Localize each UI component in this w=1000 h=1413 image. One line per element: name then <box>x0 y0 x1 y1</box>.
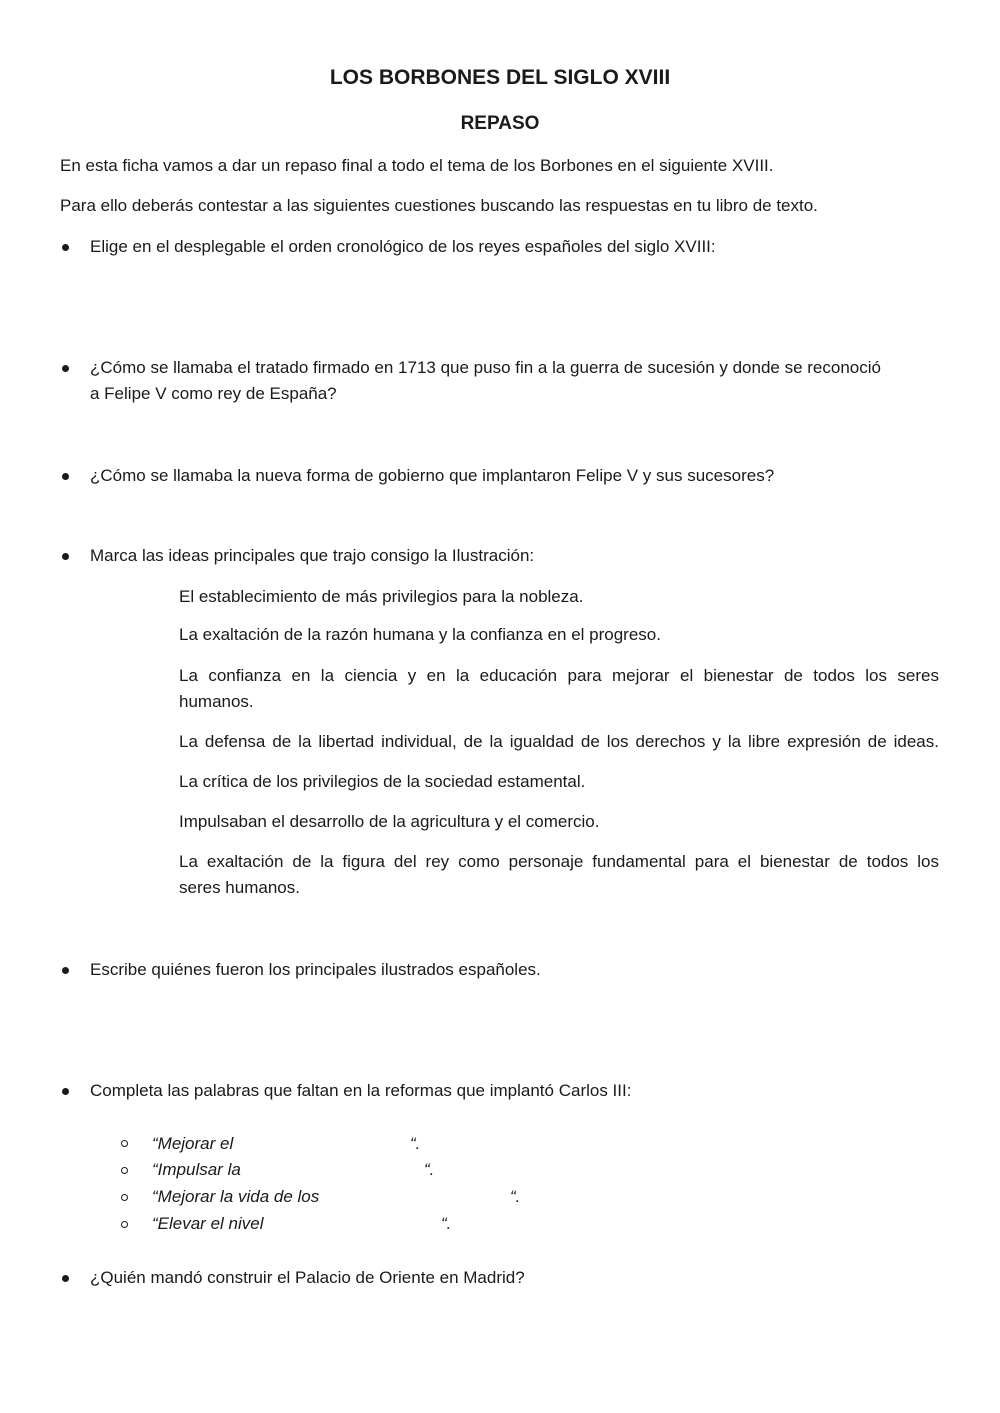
government-answer-field[interactable] <box>90 494 930 534</box>
idea-option-3-line-2[interactable]: humanos. <box>179 692 254 711</box>
bullet-icon <box>62 553 69 560</box>
intro-paragraph-1: En esta ficha vamos a dar un repaso final a todo el tema de los Borbones en el siguiente XVIII. <box>60 156 774 175</box>
reform-2-close: “. <box>424 1160 435 1179</box>
reform-3-blank[interactable] <box>340 1185 505 1209</box>
reform-4-blank[interactable] <box>275 1212 435 1236</box>
reform-2-text: “Impulsar la <box>152 1160 241 1179</box>
idea-option-5[interactable]: La crítica de los privilegios de la sociedad estamental. <box>179 772 586 791</box>
reform-1-close: “. <box>410 1134 421 1153</box>
bullet-icon <box>62 1275 69 1282</box>
bullet-icon <box>62 1088 69 1095</box>
idea-option-1[interactable]: El establecimiento de más privilegios para la nobleza. <box>179 587 584 606</box>
circle-bullet-icon <box>121 1167 128 1174</box>
bullet-icon <box>62 473 69 480</box>
reform-3-text: “Mejorar la vida de los <box>152 1187 320 1206</box>
idea-option-3-line-1[interactable]: La confianza en la ciencia y en la educación para mejorar el bienestar de todos los seres <box>179 666 939 685</box>
question-reforms: Completa las palabras que faltan en la reformas que implantó Carlos III: <box>90 1081 632 1100</box>
reform-1-text: “Mejorar el <box>152 1134 234 1153</box>
circle-bullet-icon <box>121 1194 128 1201</box>
idea-option-7-line-1[interactable]: La exaltación de la figura del rey como personaje fundamental para el bienestar de todos los <box>179 852 939 871</box>
question-palace: ¿Quién mandó construir el Palacio de Oriente en Madrid? <box>90 1268 525 1287</box>
reform-1-blank[interactable] <box>250 1132 405 1156</box>
question-enlightenment: Marca las ideas principales que trajo consigo la Ilustración: <box>90 546 535 565</box>
bullet-icon <box>62 967 69 974</box>
illustrated-answer-field[interactable] <box>90 990 930 1060</box>
idea-option-6[interactable]: Impulsaban el desarrollo de la agricultura y el comercio. <box>179 812 600 831</box>
page-title: LOS BORBONES DEL SIGLO XVIII <box>329 66 671 89</box>
question-treaty-line-2: a Felipe V como rey de España? <box>90 384 337 403</box>
question-illustrated: Escribe quiénes fueron los principales ilustrados españoles. <box>90 960 541 979</box>
reform-3-close: “. <box>510 1187 521 1206</box>
reform-2-blank[interactable] <box>255 1158 420 1182</box>
kings-dropdown-area[interactable] <box>90 270 930 330</box>
bullet-icon <box>62 244 69 251</box>
intro-paragraph-2: Para ello deberás contestar a las siguientes cuestiones buscando las respuestas en tu libro de texto. <box>60 196 818 215</box>
reform-4-text: “Elevar el nivel <box>152 1214 264 1233</box>
circle-bullet-icon <box>121 1140 128 1147</box>
bullet-icon <box>62 365 69 372</box>
question-kings-order: Elige en el desplegable el orden cronológico de los reyes españoles del siglo XVIII: <box>90 237 716 256</box>
palace-answer-field[interactable] <box>90 1298 930 1358</box>
idea-option-2[interactable]: La exaltación de la razón humana y la confianza en el progreso. <box>179 625 661 644</box>
question-treaty-line-1: ¿Cómo se llamaba el tratado firmado en 1713 que puso fin a la guerra de sucesión y donde se reconoció <box>90 358 881 377</box>
idea-option-4[interactable]: La defensa de la libertad individual, de la igualdad de los derechos y la libre expresión de ideas. <box>179 732 939 751</box>
question-government: ¿Cómo se llamaba la nueva forma de gobierno que implantaron Felipe V y sus sucesores? <box>90 466 775 485</box>
circle-bullet-icon <box>121 1221 128 1228</box>
treaty-answer-field[interactable] <box>90 412 930 452</box>
idea-option-7-line-2[interactable]: seres humanos. <box>179 878 300 897</box>
reform-4-close: “. <box>441 1214 452 1233</box>
page-subtitle: REPASO <box>460 113 540 134</box>
